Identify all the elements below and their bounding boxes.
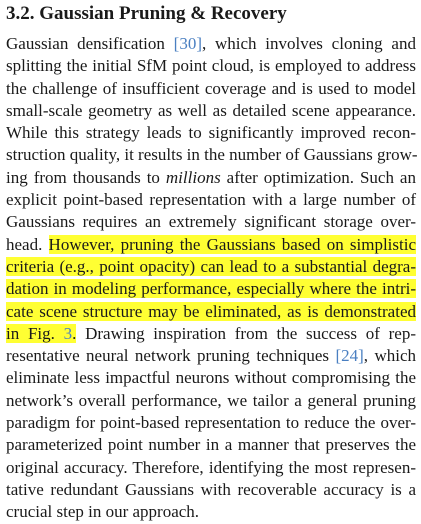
highlighted-text: cate scene structure may be eliminated, as is demonstrated <box>6 301 416 321</box>
text-run: network’s overall performance, we tailor a general pruning <box>6 390 416 410</box>
highlighted-text: in Fig. <box>6 323 64 343</box>
highlighted-text: criteria (e.g., point opacity) can lead to a substantial degra- <box>6 256 416 276</box>
text-line <box>6 167 416 189</box>
highlighted-text: . <box>72 323 77 343</box>
citation-link[interactable]: [24] <box>335 346 364 366</box>
text-run: parameterized point number in a manner that preserves the <box>6 435 416 455</box>
text-run: Gaussians requires an extremely significant storage over- <box>6 212 416 232</box>
text-line <box>6 501 416 523</box>
text-run: the challenge of insufficient coverage and is used to model <box>6 78 416 98</box>
text-line <box>6 256 416 278</box>
text-run: splitting the initial SfM point cloud, is employed to address <box>6 56 416 76</box>
highlighted-text: dation in modeling performance, especially where the intri- <box>6 279 416 299</box>
citation-link[interactable]: [30] <box>173 34 202 53</box>
body-paragraph <box>6 33 416 524</box>
text-line <box>6 234 416 256</box>
text-line <box>6 55 416 77</box>
text-run: struction quality, it results in the number of Gaussians grow- <box>6 145 418 165</box>
text-line <box>6 100 416 122</box>
text-run: tative redundant Gaussians with recoverable accuracy is a <box>6 479 416 499</box>
text-line <box>6 189 416 211</box>
text-line <box>6 390 416 412</box>
text-line <box>6 211 416 233</box>
text-line <box>6 367 416 389</box>
text-line <box>6 78 416 100</box>
text-line <box>6 323 416 345</box>
text-line <box>6 301 416 323</box>
text-line <box>6 278 416 300</box>
text-run: resentative neural network pruning techniques <box>6 346 336 366</box>
emphasis-text: millions <box>165 167 221 187</box>
text-line <box>6 122 416 144</box>
text-run: While this strategy leads to significantly improved recon- <box>6 123 416 143</box>
text-run: eliminate less impactful neurons without compromising the <box>6 368 416 388</box>
section-heading: 3.2. Gaussian Pruning & Recovery <box>6 3 287 24</box>
highlighted-text: However, pruning the Gaussians based on simplistic <box>48 234 417 254</box>
text-run: explicit point-based representation with a large number of <box>6 190 416 210</box>
text-line <box>6 479 416 501</box>
text-line <box>6 33 416 55</box>
text-line <box>6 457 416 479</box>
text-run: head. <box>6 234 49 254</box>
citation-link[interactable]: 3 <box>63 323 73 343</box>
text-run: small-scale geometry as well as detailed scene appearance. <box>6 100 416 120</box>
text-run: crucial step in our approach. <box>6 502 200 522</box>
text-run: original accuracy. Therefore, identifying the most represen- <box>6 457 416 477</box>
text-line <box>6 412 416 434</box>
text-run: ing from thousands to <box>6 167 166 187</box>
text-run: paradigm for point-based representation to reduce the over- <box>6 413 416 433</box>
text-line <box>6 144 416 166</box>
text-run: , which <box>363 346 416 366</box>
text-line <box>6 345 416 367</box>
text-run: after optimization. Such an <box>220 167 416 187</box>
text-run: , which involves cloning and <box>201 34 416 53</box>
text-line <box>6 434 416 456</box>
text-run: Gaussian densification <box>6 34 174 53</box>
text-run: Drawing inspiration from the success of rep- <box>76 323 416 343</box>
